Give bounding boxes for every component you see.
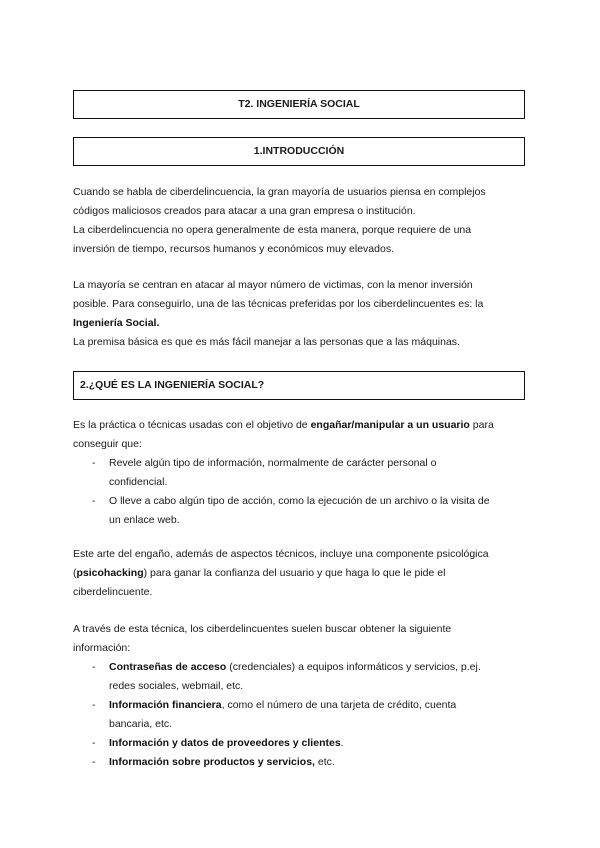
psicohacking-paragraph xyxy=(73,545,523,602)
dash-bullet: - xyxy=(92,661,96,673)
text-line: códigos maliciosos creados para atacar a una gran empresa o institución. xyxy=(73,205,416,217)
text-line: A través de esta técnica, los ciberdelincuentes suelen buscar obtener la siguiente xyxy=(73,623,452,635)
information-paragraph xyxy=(73,620,523,658)
section2-heading-box xyxy=(73,371,525,400)
dash-bullet: - xyxy=(92,737,96,749)
definition-paragraph xyxy=(73,416,523,454)
list-item-term: Información sobre productos y servicios, xyxy=(109,756,315,768)
text-line: un enlace web. xyxy=(109,514,180,526)
text-line: bancaria, etc. xyxy=(109,718,173,730)
engano-term: engañar/manipular a un usuario xyxy=(310,419,470,431)
text-run: (credenciales) a equipos informáticos y servicios, p.ej. xyxy=(226,661,481,673)
text-line xyxy=(109,734,523,753)
text-run: Es la práctica o técnicas usadas con el objetivo de xyxy=(73,419,311,431)
text-line: inversión de tiempo, recursos humanos y económicos muy elevados. xyxy=(73,243,394,255)
list-item xyxy=(73,696,523,734)
intro-paragraph-1 xyxy=(73,183,523,259)
list-item xyxy=(73,734,523,753)
document-title-box xyxy=(73,90,525,119)
section2-heading: 2.¿QUÉ ES LA INGENIERÍA SOCIAL? xyxy=(80,379,265,391)
intro-paragraph-2 xyxy=(73,276,523,352)
text-run: , como el número de una tarjeta de crédito, cuenta xyxy=(221,699,457,711)
text-line: Cuando se habla de ciberdelincuencia, la gran mayoría de usuarios piensa en complejos xyxy=(73,186,486,198)
text-line xyxy=(73,416,523,435)
dash-bullet: - xyxy=(92,495,96,507)
information-list xyxy=(73,658,523,772)
ingenieria-social-term: Ingeniería Social. xyxy=(73,317,160,329)
list-item xyxy=(73,454,523,492)
psicohacking-term: psicohacking xyxy=(76,567,144,579)
list-item-term: Contraseñas de acceso xyxy=(109,661,227,673)
text-line: conseguir que: xyxy=(73,438,142,450)
text-line: Revele algún tipo de información, normalmente de carácter personal o xyxy=(109,457,437,469)
text-line xyxy=(73,564,523,583)
goals-list xyxy=(73,454,523,530)
section1-heading-box xyxy=(73,137,525,166)
list-item-term: Información y datos de proveedores y clientes xyxy=(109,737,341,749)
text-line: confidencial. xyxy=(109,476,168,488)
list-item xyxy=(73,753,523,772)
dash-bullet: - xyxy=(92,756,96,768)
list-item-term: Información financiera xyxy=(109,699,222,711)
text-line: Este arte del engaño, además de aspectos técnicos, incluye una componente psicológica xyxy=(73,548,489,560)
dash-bullet: - xyxy=(92,699,96,711)
list-item xyxy=(73,658,523,696)
text-line xyxy=(109,696,523,715)
text-run: . xyxy=(340,737,344,749)
text-line: información: xyxy=(73,642,131,654)
text-line: La mayoría se centran en atacar al mayor número de victimas, con la menor inversión xyxy=(73,279,473,291)
text-run: ) para ganar la confianza del usuario y que haga lo que le pide el xyxy=(143,567,446,579)
text-run: ( xyxy=(73,567,77,579)
text-line xyxy=(109,753,523,772)
text-line: redes sociales, webmail, etc. xyxy=(109,680,244,692)
dash-bullet: - xyxy=(92,457,96,469)
document-title: T2. INGENIERÍA SOCIAL xyxy=(238,98,360,110)
text-line: posible. Para conseguirlo, una de las técnicas preferidas por los ciberdelincuentes es: la xyxy=(73,298,484,310)
section1-heading: 1.INTRODUCCIÓN xyxy=(253,145,345,157)
text-run: etc. xyxy=(314,756,335,768)
text-run: para xyxy=(469,419,494,431)
text-line: La premisa básica es que es más fácil manejar a las personas que a las máquinas. xyxy=(73,336,460,348)
text-line: La ciberdelincuencia no opera generalmente de esta manera, porque requiere de una xyxy=(73,224,472,236)
text-line: ciberdelincuente. xyxy=(73,586,153,598)
text-line xyxy=(109,658,523,677)
text-line: O lleve a cabo algún tipo de acción, como la ejecución de un archivo o la visita de xyxy=(109,495,490,507)
list-item xyxy=(73,492,523,530)
